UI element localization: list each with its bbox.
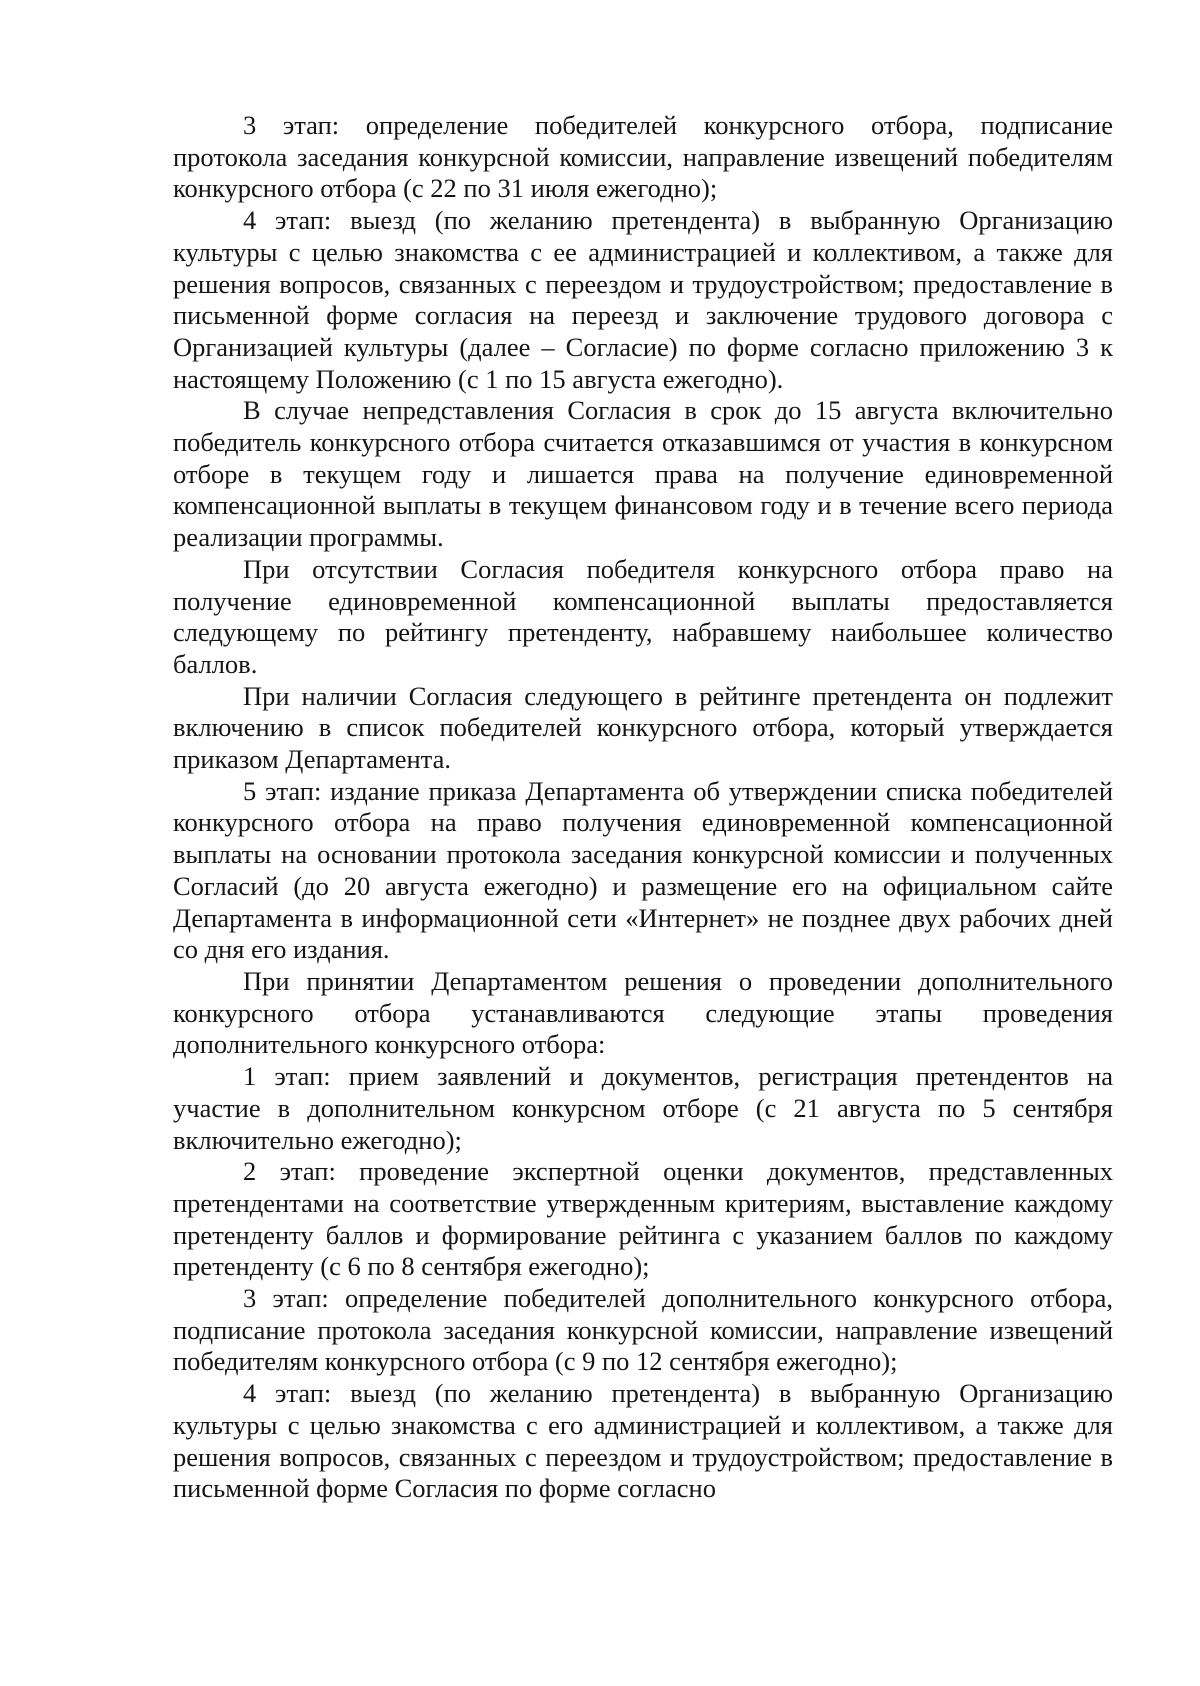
paragraph-stage-4-visit: 4 этап: выезд (по желанию претендента) в выбранную Организацию культуры с целью знакомства с ее администрацией и коллективом, а также для решения вопросов, связанных с переездом и трудоустройством; предоставление в письменной форме согласия на переезд и заключение трудового договора с Организацией культуры (далее – Согласие) по форме согласно приложению 3 к настоящему Положению (с 1 по 15 августа ежегодно). [173, 205, 1113, 394]
paragraph-stage-5-order: 5 этап: издание приказа Департамента об утверждении списка победителей конкурсного отбора на право получения единовременной компенсационной выплаты на основании протокола заседания конкурсной комиссии и полученных Согласий (до 20 августа ежегодно) и размещение его на официальном сайте Департамента в информационной сети «Интернет» не позднее двух рабочих дней со дня его издания. [173, 775, 1113, 965]
paragraph-consent-present: При наличии Согласия следующего в рейтинге претендента он подлежит включению в список победителей конкурсного отбора, который утверждается приказом Департамента. [173, 680, 1113, 775]
paragraph-additional-stage-1: 1 этап: прием заявлений и документов, регистрация претендентов на участие в дополнительном конкурсном отборе (с 21 августа по 5 сентября включительно ежегодно); [173, 1061, 1113, 1155]
paragraph-consent-absent: При отсутствии Согласия победителя конкурсного отбора право на получение единовременной компенсационной выплаты предоставляется следующему по рейтингу претенденту, набравшему наибольшее количество баллов. [173, 553, 1113, 679]
paragraph-additional-stage-2: 2 этап: проведение экспертной оценки документов, представленных претендентами на соответствие утвержденным критериям, выставление каждому претенденту баллов и формирование рейтинга с указанием баллов по каждому претенденту (с 6 по 8 сентября ежегодно); [173, 1156, 1113, 1282]
paragraph-additional-selection: При принятии Департаментом решения о проведении дополнительного конкурсного отбора устанавливаются следующие этапы проведения дополнительного конкурсного отбора: [173, 965, 1113, 1060]
paragraph-consent-not-provided: В случае непредставления Согласия в срок до 15 августа включительно победитель конкурсного отбора считается отказавшимся от участия в конкурсном отборе в текущем году и лишается права на получение единовременной компенсационной выплаты в текущем финансовом году и в течение всего периода реализации программы. [173, 395, 1113, 553]
paragraph-stage-3-determination: 3 этап: определение победителей конкурсного отбора, подписание протокола заседания конкурсной комиссии, направление извещений победителям конкурсного отбора (с 22 по 31 июля ежегодно); [173, 110, 1113, 204]
paragraph-additional-stage-4: 4 этап: выезд (по желанию претендента) в выбранную Организацию культуры с целью знакомства с его администрацией и коллективом, а также для решения вопросов, связанных с переездом и трудоустройством; предоставление в письменной форме Согласия по форме согласно [173, 1378, 1113, 1504]
paragraph-additional-stage-3: 3 этап: определение победителей дополнительного конкурсного отбора, подписание протокола заседания конкурсной комиссии, направление извещений победителям конкурсного отбора (с 9 по 12 сентября ежегодно); [173, 1283, 1113, 1377]
document-body [173, 110, 1113, 1505]
